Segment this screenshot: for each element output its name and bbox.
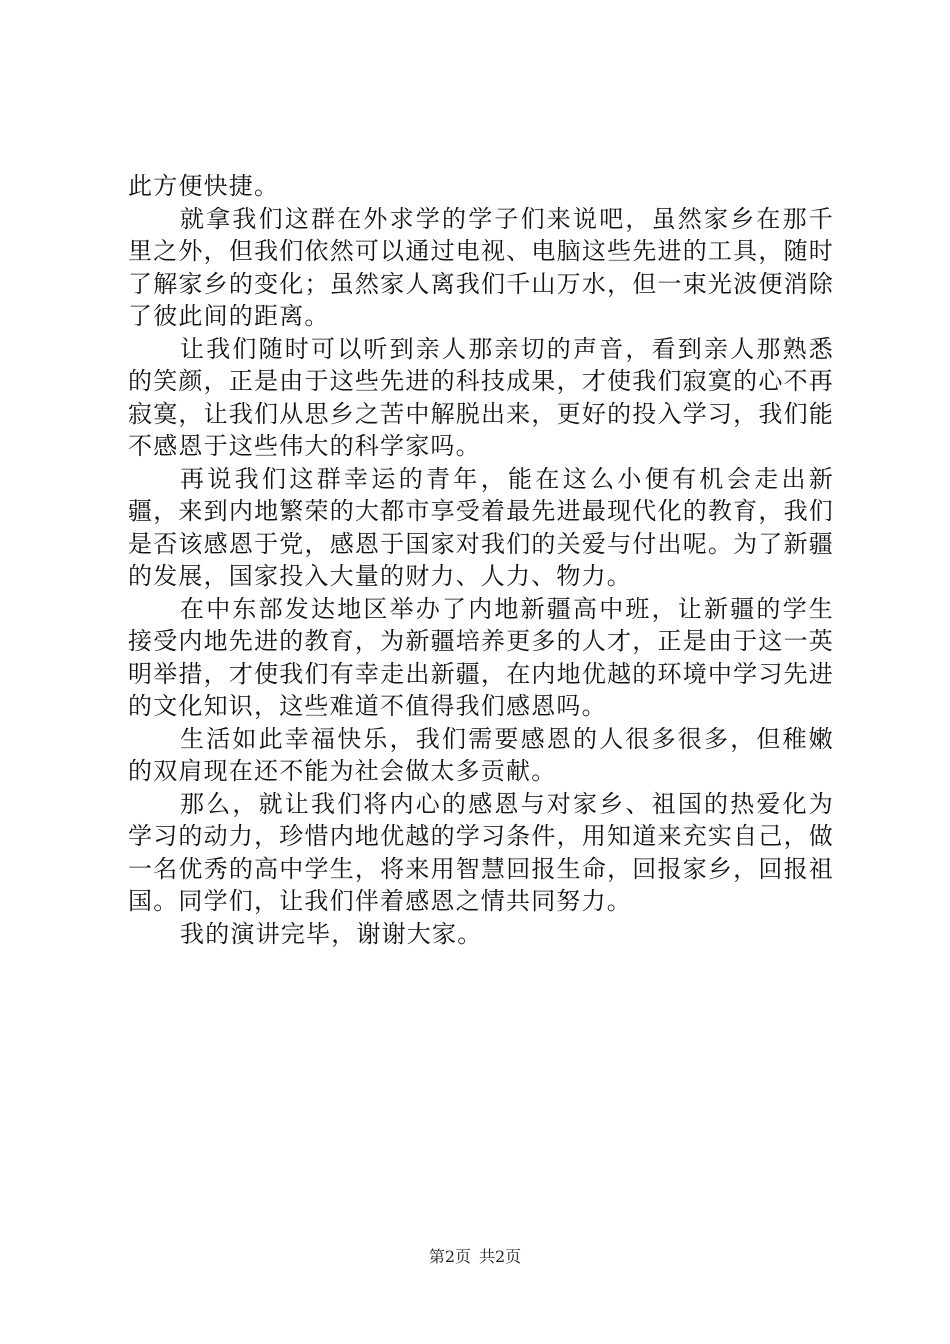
paragraph-3: 让我们随时可以听到亲人那亲切的声音，看到亲人那熟悉的笑颜，正是由于这些先进的科技成果，才使我们寂寞的心不再寂寞，让我们从思乡之苦中解脱出来，更好的投入学习，我们能不感恩于这些伟大的科学家吗。 (128, 334, 834, 460)
document-body (128, 170, 834, 950)
page-footer (0, 1244, 950, 1267)
paragraph-4: 再说我们这群幸运的青年，能在这么小便有机会走出新疆，来到内地繁荣的大都市享受着最先进最现代化的教育，我们是否该感恩于党，感恩于国家对我们的关爱与付出呢。为了新疆的发展，国家投入大量的财力、人力、物力。 (128, 464, 834, 590)
page-total: 共2页 (479, 1247, 522, 1266)
page-number: 第2页 (428, 1247, 471, 1266)
paragraph-6: 生活如此幸福快乐，我们需要感恩的人很多很多，但稚嫩的双肩现在还不能为社会做太多贡献。 (128, 724, 834, 785)
paragraph-7: 那么，就让我们将内心的感恩与对家乡、祖国的热爱化为学习的动力，珍惜内地优越的学习条件，用知道来充实自己，做一名优秀的高中学生，将来用智慧回报生命，回报家乡，回报祖国。同学们，让我们伴着感恩之情共同努力。 (128, 789, 834, 915)
paragraph-2: 就拿我们这群在外求学的学子们来说吧，虽然家乡在那千里之外，但我们依然可以通过电视、电脑这些先进的工具，随时了解家乡的变化；虽然家人离我们千山万水，但一束光波便消除了彼此间的距离。 (128, 204, 834, 330)
paragraph-8: 我的演讲完毕，谢谢大家。 (180, 919, 483, 948)
paragraph-1: 此方便快捷。 (128, 172, 280, 200)
paragraph-5: 在中东部发达地区举办了内地新疆高中班，让新疆的学生接受内地先进的教育，为新疆培养更多的人才，正是由于这一英明举措，才使我们有幸走出新疆，在内地优越的环境中学习先进的文化知识，这些难道不值得我们感恩吗。 (128, 594, 834, 720)
